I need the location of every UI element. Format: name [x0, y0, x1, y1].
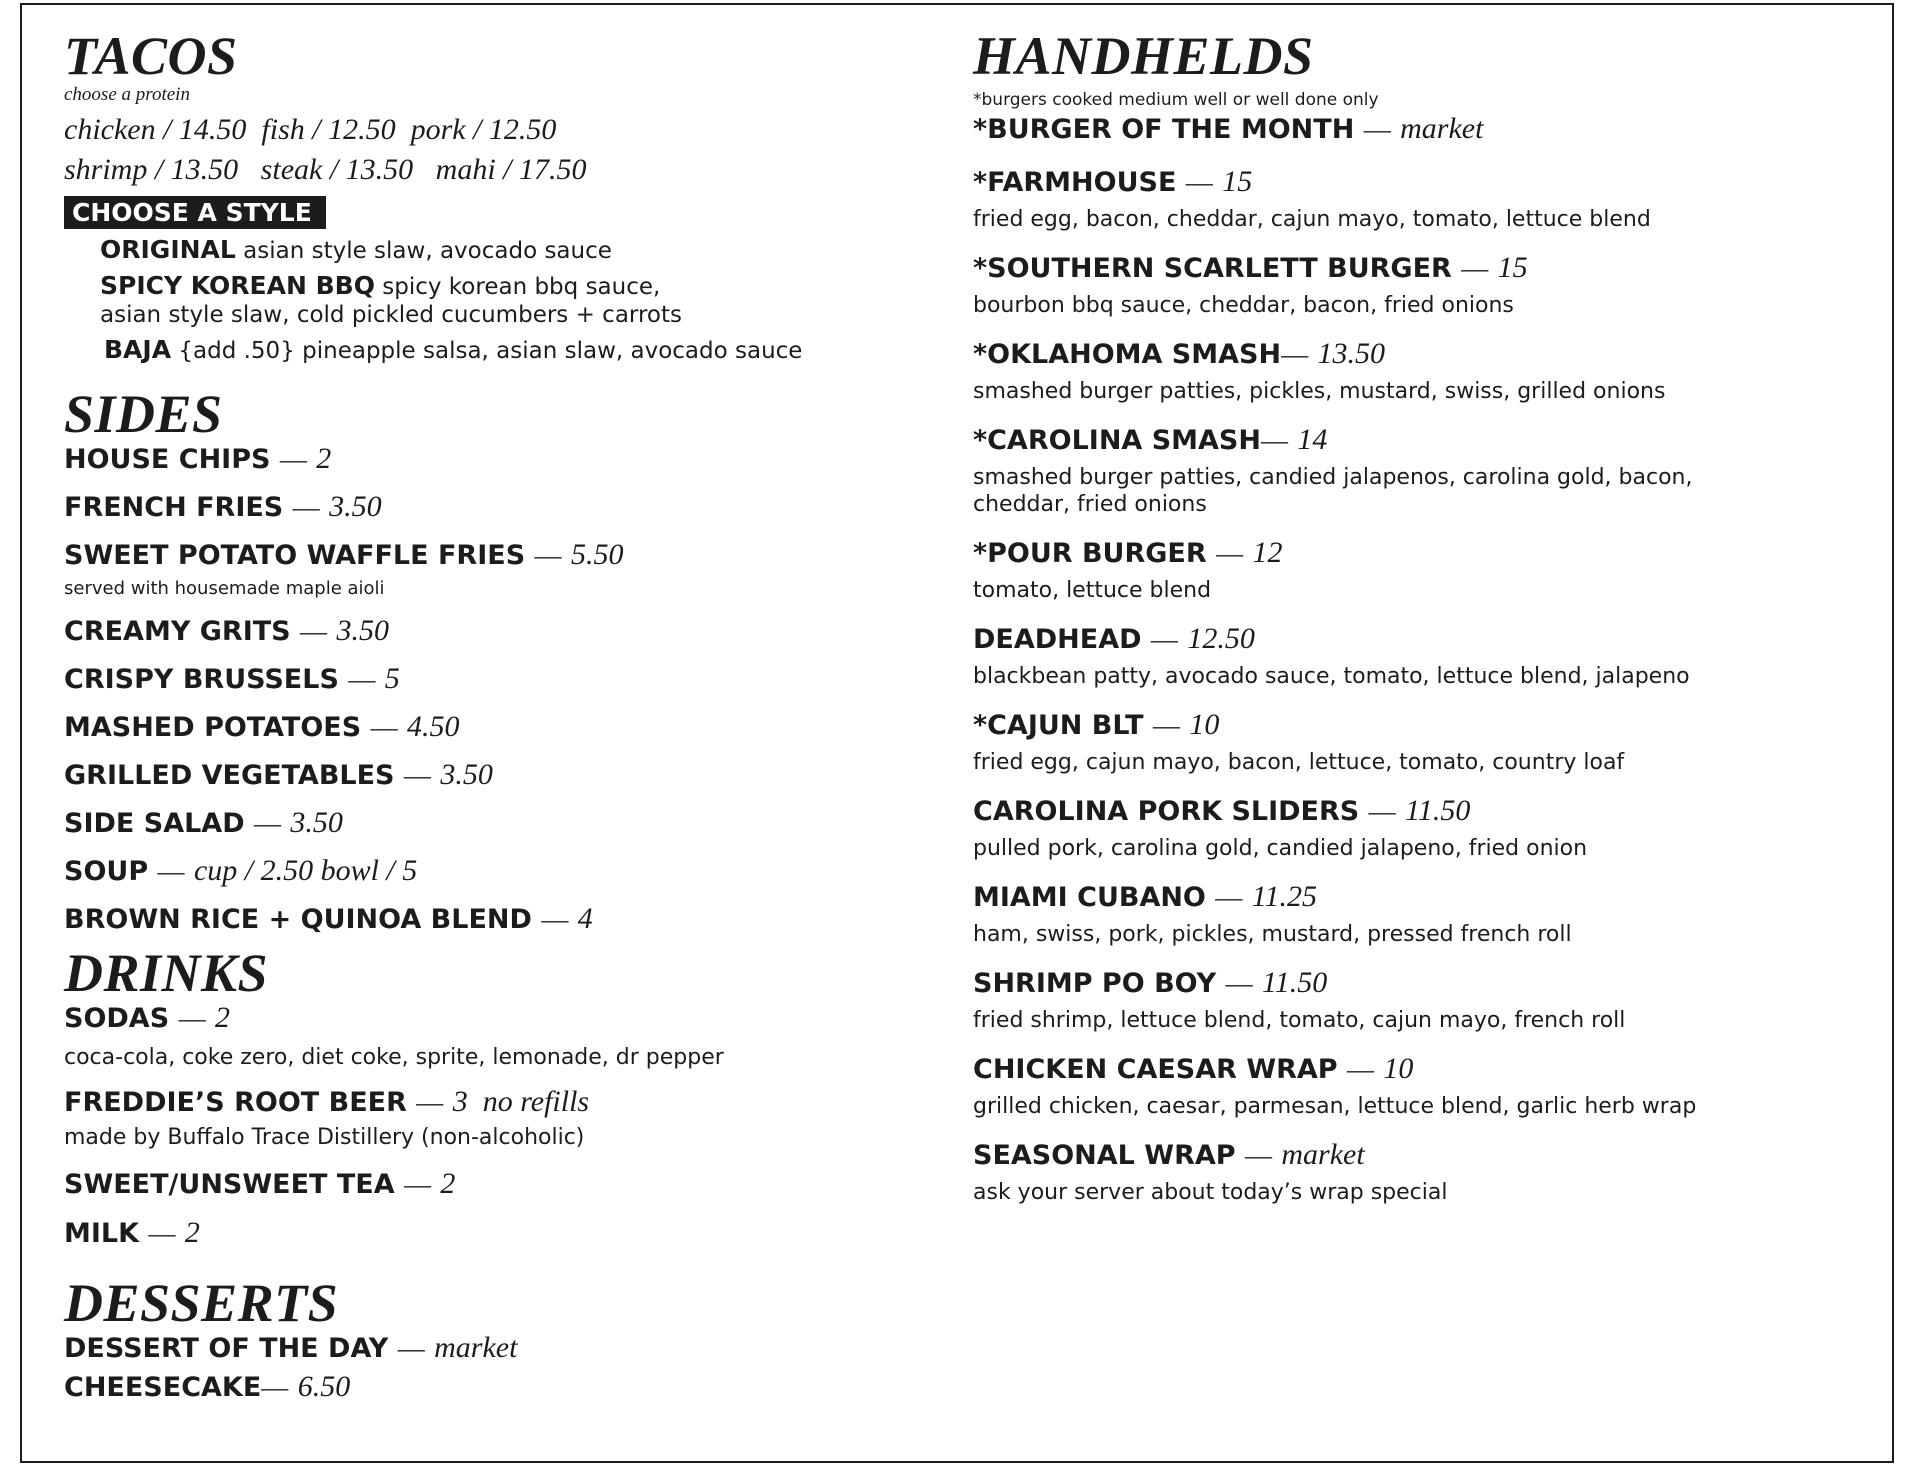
item-name: SHRIMP PO BOY: [973, 968, 1217, 999]
item-price: 15: [1222, 165, 1253, 198]
side-item: BROWN RICE + QUINOA BLEND — 4: [64, 902, 593, 935]
handhelds-title: HANDHELDS: [973, 26, 1314, 86]
item-price: 13.50: [1317, 337, 1385, 370]
tacos-section: [64, 28, 944, 366]
item-name: BROWN RICE + QUINOA BLEND: [64, 904, 532, 935]
choose-style-badge: CHOOSE A STYLE: [64, 196, 326, 229]
style-desc: {add .50} pineapple salsa, asian slaw, avocado sauce: [171, 338, 803, 364]
item-name: CHEESECAKE: [64, 1372, 262, 1403]
item-name: *FARMHOUSE: [973, 167, 1177, 198]
drinks-title: DRINKS: [64, 943, 269, 1003]
handheld-desc: bourbon bbq sauce, cheddar, bacon, fried onions: [973, 293, 1514, 318]
side-item: HOUSE CHIPS — 2: [64, 442, 332, 475]
style-name: SPICY KOREAN BBQ: [100, 271, 375, 300]
item-price: market: [1281, 1138, 1365, 1171]
desserts-title: DESSERTS: [64, 1273, 339, 1333]
style-name: BAJA: [104, 335, 172, 364]
handheld-item: *SOUTHERN SCARLETT BURGER — 15: [973, 251, 1528, 284]
handheld-desc: blackbean patty, avocado sauce, tomato, lettuce blend, jalapeno: [973, 664, 1690, 689]
handhelds-note: *burgers cooked medium well or well done only: [973, 90, 1379, 110]
tacos-title: TACOS: [64, 26, 238, 86]
handheld-item: SEASONAL WRAP — market: [973, 1138, 1365, 1171]
item-price: 3.50: [440, 758, 493, 791]
item-price: 15: [1497, 251, 1528, 284]
drink-item: SODAS — 2: [64, 1001, 230, 1034]
right-column: [973, 28, 1853, 1206]
item-price: 11.50: [1262, 966, 1328, 999]
handheld-desc: grilled chicken, caesar, parmesan, lettuce blend, garlic herb wrap: [973, 1094, 1697, 1119]
drink-item: SWEET/UNSWEET TEA — 2: [64, 1167, 456, 1200]
side-item: SWEET POTATO WAFFLE FRIES — 5.50: [64, 538, 624, 571]
item-price: cup / 2.50 bowl / 5: [193, 854, 418, 887]
side-item-note: served with housemade maple aioli: [64, 578, 385, 599]
item-name: CREAMY GRITS: [64, 616, 291, 647]
handheld-desc: fried egg, bacon, cheddar, cajun mayo, tomato, lettuce blend: [973, 207, 1651, 232]
side-item: SOUP — cup / 2.50 bowl / 5: [64, 854, 418, 887]
dessert-item: CHEESECAKE— 6.50: [64, 1370, 351, 1403]
handheld-item: DEADHEAD — 12.50: [973, 622, 1255, 655]
side-item: MASHED POTATOES — 4.50: [64, 710, 460, 743]
item-name: FRENCH FRIES: [64, 492, 284, 523]
protein-line-1: chicken / 14.50 fish / 12.50 pork / 12.50: [64, 113, 557, 146]
side-item: CREAMY GRITS — 3.50: [64, 614, 389, 647]
handheld-item: *OKLAHOMA SMASH— 13.50: [973, 337, 1385, 370]
handheld-item: CHICKEN CAESAR WRAP — 10: [973, 1052, 1414, 1085]
sides-section: [64, 386, 944, 937]
handheld-item: *POUR BURGER — 12: [973, 536, 1283, 569]
item-price: 11.50: [1405, 794, 1471, 827]
handheld-item: SHRIMP PO BOY — 11.50: [973, 966, 1328, 999]
side-item: CRISPY BRUSSELS — 5: [64, 662, 400, 695]
handhelds-section: [973, 28, 1853, 1206]
item-name: HOUSE CHIPS: [64, 444, 271, 475]
item-name: MASHED POTATOES: [64, 712, 362, 743]
style-baja: [104, 335, 944, 366]
handheld-desc-2: cheddar, fried onions: [973, 492, 1207, 517]
style-desc: spicy korean bbq sauce,: [374, 274, 661, 300]
item-price: 2: [316, 442, 332, 475]
drink-desc: made by Buffalo Trace Distillery (non-alcoholic): [64, 1125, 585, 1150]
item-name: SODAS: [64, 1003, 170, 1034]
handheld-desc: pulled pork, carolina gold, candied jalapeno, fried onion: [973, 836, 1588, 861]
handheld-desc: fried egg, cajun mayo, bacon, lettuce, tomato, country loaf: [973, 750, 1625, 775]
item-price: market: [1400, 112, 1484, 145]
item-name: *SOUTHERN SCARLETT BURGER: [973, 253, 1452, 284]
side-item: SIDE SALAD — 3.50: [64, 806, 343, 839]
item-price: 12: [1252, 536, 1283, 569]
item-name: SWEET POTATO WAFFLE FRIES: [64, 540, 526, 571]
item-name: GRILLED VEGETABLES: [64, 760, 395, 791]
handheld-desc: tomato, lettuce blend: [973, 578, 1212, 603]
handheld-item: *FARMHOUSE — 15: [973, 165, 1253, 198]
item-price: 2: [184, 1216, 200, 1249]
handheld-desc: fried shrimp, lettuce blend, tomato, cajun mayo, french roll: [973, 1008, 1626, 1033]
handheld-desc: ask your server about today’s wrap special: [973, 1180, 1448, 1205]
desserts-section: [64, 1275, 944, 1405]
protein-line-2: shrimp / 13.50 steak / 13.50 mahi / 17.50: [64, 153, 587, 186]
item-price: 14: [1297, 423, 1328, 456]
item-price: 5: [384, 662, 400, 695]
item-name: *BURGER OF THE MONTH: [973, 114, 1355, 145]
dessert-item: DESSERT OF THE DAY — market: [64, 1331, 518, 1364]
item-price: 12.50: [1187, 622, 1255, 655]
item-price: 4: [577, 902, 593, 935]
handheld-desc: smashed burger patties, pickles, mustard, swiss, grilled onions: [973, 379, 1666, 404]
handheld-item: *CAJUN BLT — 10: [973, 708, 1220, 741]
item-name: SOUP: [64, 856, 149, 887]
item-name: SEASONAL WRAP: [973, 1140, 1236, 1171]
item-name: SWEET/UNSWEET TEA: [64, 1169, 395, 1200]
handheld-item: *CAROLINA SMASH— 14: [973, 423, 1328, 456]
item-price: 6.50: [297, 1370, 351, 1403]
side-item: FRENCH FRIES — 3.50: [64, 490, 382, 523]
item-name: *CAJUN BLT: [973, 710, 1144, 741]
item-price: 2: [440, 1167, 456, 1200]
item-price: 11.25: [1251, 880, 1317, 913]
left-column: [64, 28, 944, 1405]
item-price: 3.50: [290, 806, 343, 839]
item-price: 3 no refills: [452, 1085, 590, 1118]
side-item: GRILLED VEGETABLES — 3.50: [64, 758, 493, 791]
handheld-desc: ham, swiss, pork, pickles, mustard, pressed french roll: [973, 922, 1572, 947]
item-price: 3.50: [329, 490, 382, 523]
style-name: ORIGINAL: [100, 235, 236, 264]
item-name: *OKLAHOMA SMASH: [973, 339, 1282, 370]
item-name: DEADHEAD: [973, 624, 1142, 655]
drink-desc: coca-cola, coke zero, diet coke, sprite, lemonade, dr pepper: [64, 1045, 724, 1070]
handheld-item: MIAMI CUBANO — 11.25: [973, 880, 1317, 913]
item-price: market: [434, 1331, 518, 1364]
handheld-desc: smashed burger patties, candied jalapenos, carolina gold, bacon,: [973, 465, 1693, 490]
style-spicy-korean-bbq: [100, 272, 944, 329]
item-name: SIDE SALAD: [64, 808, 245, 839]
item-name: CRISPY BRUSSELS: [64, 664, 339, 695]
item-price: 4.50: [407, 710, 460, 743]
item-price: 3.50: [336, 614, 389, 647]
style-desc-2: asian style slaw, cold pickled cucumbers + carrots: [100, 302, 682, 328]
item-name: *POUR BURGER: [973, 538, 1207, 569]
item-price: 10: [1189, 708, 1220, 741]
item-name: MIAMI CUBANO: [973, 882, 1206, 913]
item-name: FREDDIE’S ROOT BEER: [64, 1087, 407, 1118]
style-original: [100, 235, 944, 266]
item-price: 2: [214, 1001, 230, 1034]
drink-item: MILK — 2: [64, 1216, 200, 1249]
item-name: *CAROLINA SMASH: [973, 425, 1261, 456]
item-name: MILK: [64, 1218, 140, 1249]
handheld-item: CAROLINA PORK SLIDERS — 11.50: [973, 794, 1471, 827]
item-name: CHICKEN CAESAR WRAP: [973, 1054, 1338, 1085]
item-name: CAROLINA PORK SLIDERS: [973, 796, 1360, 827]
drink-item: FREDDIE’S ROOT BEER — 3 no refills: [64, 1085, 590, 1118]
handheld-item: *BURGER OF THE MONTH — market: [973, 112, 1484, 145]
style-desc: asian style slaw, avocado sauce: [235, 238, 612, 264]
sides-title: SIDES: [64, 384, 223, 444]
item-price: 10: [1383, 1052, 1414, 1085]
drinks-section: [64, 945, 944, 1251]
item-price: 5.50: [570, 538, 624, 571]
item-name: DESSERT OF THE DAY: [64, 1333, 389, 1364]
tacos-subtitle: choose a protein: [64, 84, 190, 105]
